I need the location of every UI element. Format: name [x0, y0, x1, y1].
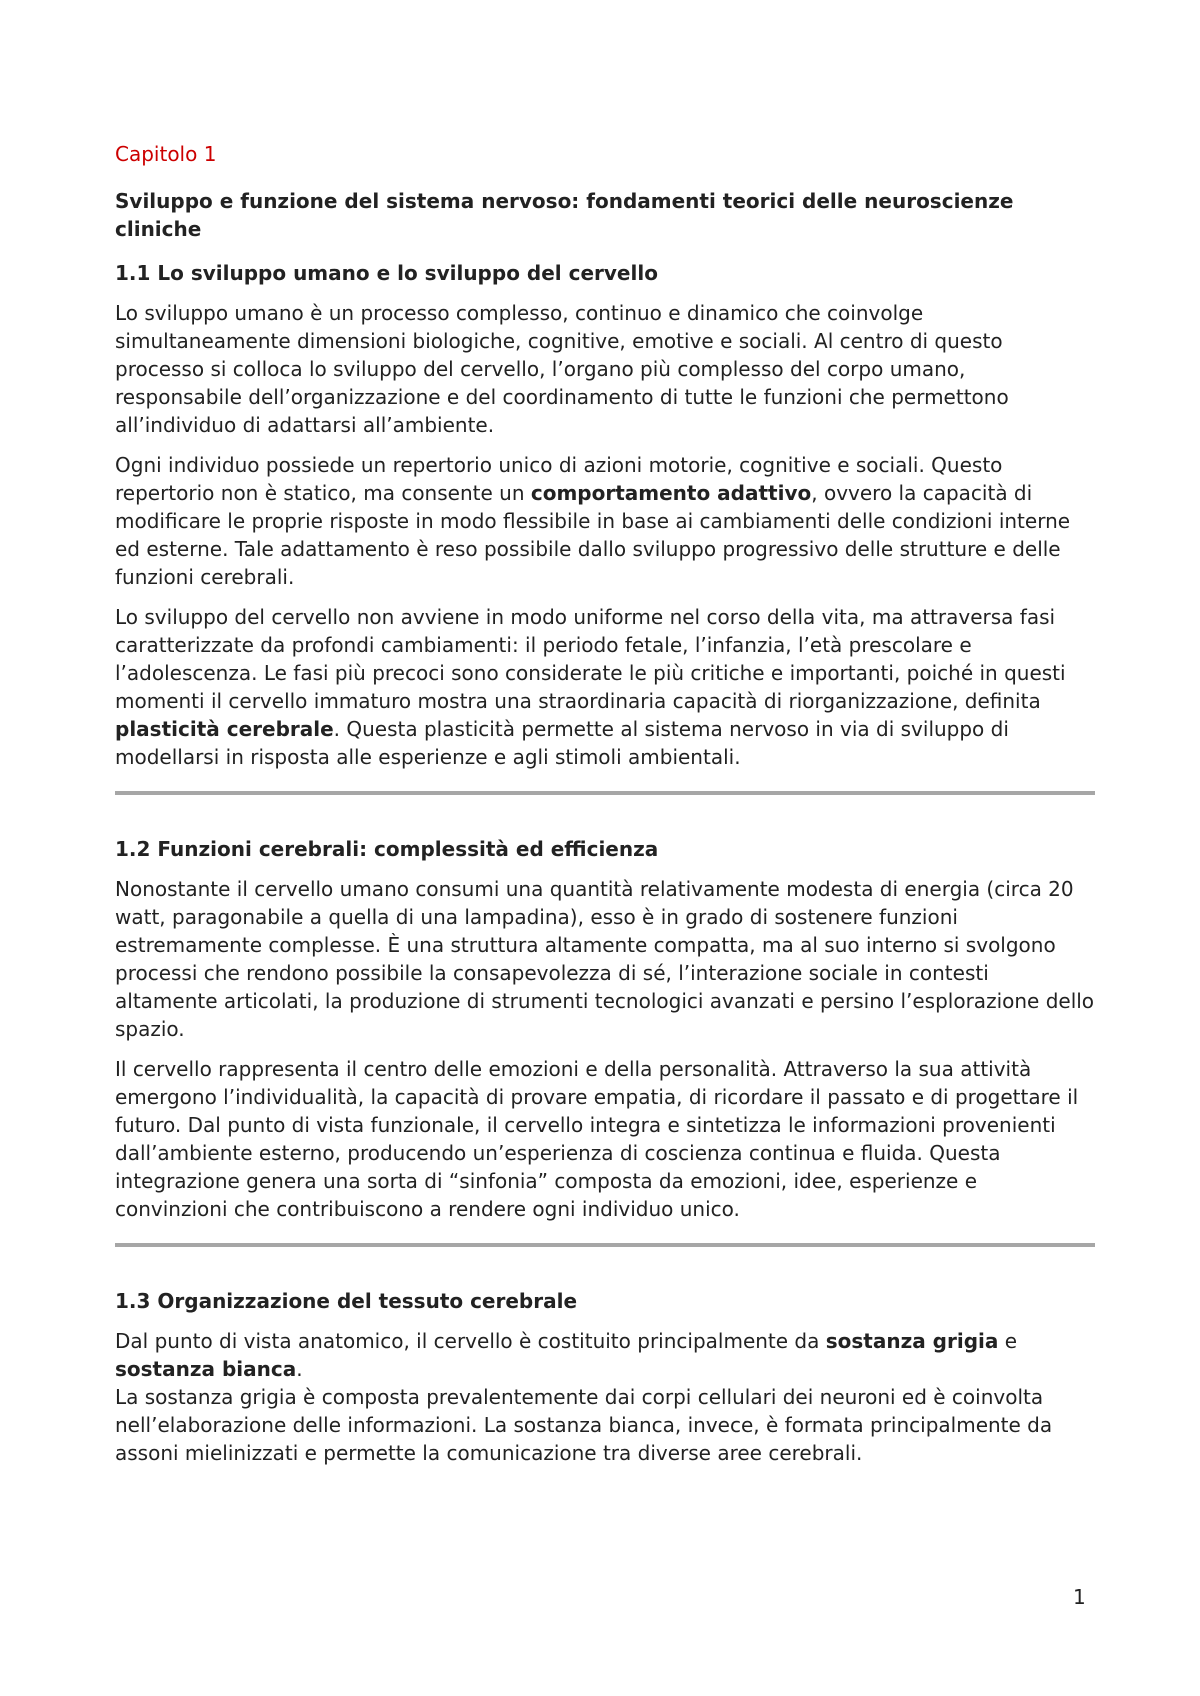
paragraph [115, 451, 1095, 591]
section-heading: 1.3 Organizzazione del tessuto cerebrale [115, 1289, 578, 1313]
paragraph [115, 603, 1095, 771]
section-divider [115, 1243, 1095, 1247]
section-heading: 1.2 Funzioni cerebrali: complessità ed efficienza [115, 837, 659, 861]
bold-term: plasticità cerebrale [115, 717, 334, 741]
text-run: . Questa plasticità permette al sistema nervoso in via di sviluppo di modellarsi in risposta alle esperienze e agli stimoli ambientali. [115, 717, 1009, 769]
section-1-2 [115, 835, 1095, 1223]
paragraph: Il cervello rappresenta il centro delle emozioni e della personalità. Attraverso la sua attività emergono l’individualità, la capacità di provare empatia, di ricordare il passato e di progettare il futuro. Dal punto di vista funzionale, il cervello integra e sintetizza le informazioni provenienti dall’ambiente esterno, producendo un’esperienza di coscienza continua e fluida. Questa integrazione genera una sorta di “sinfonia” composta da emozioni, idee, esperienze e convinzioni che contribuiscono a rendere ogni individuo unico. [115, 1057, 1079, 1221]
text-run: La sostanza grigia è composta prevalentemente dai corpi cellulari dei neuroni ed è coinvolta nell’elaborazione delle informazioni. La sostanza bianca, invece, è formata principalmente da assoni mielinizzati e permette la comunicazione tra diverse aree cerebrali. [115, 1385, 1053, 1465]
section-1-3 [115, 1287, 1095, 1467]
section-1-1 [115, 259, 1095, 771]
section-divider [115, 791, 1095, 795]
text-run: Lo sviluppo del cervello non avviene in modo uniforme nel corso della vita, ma attraversa fasi caratterizzate da profondi cambiamenti: il periodo fetale, l’infanzia, l’età prescolare e l’adolescenza. Le fasi più precoci sono considerate le più critiche e importanti, poiché in questi momenti il cervello immaturo mostra una straordinaria capacità di riorganizzazione, definita [115, 605, 1066, 713]
paragraph [115, 1327, 1095, 1467]
page-number: 1 [1073, 1585, 1086, 1609]
text-run: e [998, 1329, 1018, 1353]
chapter-label: Capitolo 1 [115, 142, 217, 166]
bold-term: sostanza grigia [825, 1329, 999, 1353]
text-run: , ovvero la capacità di modificare le proprie risposte in modo flessibile in base ai cambiamenti delle condizioni interne ed esterne. Tale adattamento è reso possibile dallo sviluppo progressivo delle strutture e delle funzioni cerebrali. [115, 481, 1071, 589]
paragraph: Lo sviluppo umano è un processo complesso, continuo e dinamico che coinvolge simultaneamente dimensioni biologiche, cognitive, emotive e sociali. Al centro di questo processo si colloca lo sviluppo del cervello, l’organo più complesso del corpo umano, responsabile dell’organizzazione e del coordinamento di tutte le funzioni che permettono all’individuo di adattarsi all’ambiente. [115, 301, 1009, 437]
text-run: Ogni individuo possiede un repertorio unico di azioni motorie, cognitive e sociali. Questo repertorio non è statico, ma consente un [115, 453, 1003, 505]
bold-term: sostanza bianca [115, 1357, 297, 1381]
paragraph: Nonostante il cervello umano consumi una quantità relativamente modesta di energia (circa 20 watt, paragonabile a quella di una lampadina), esso è in grado di sostenere funzioni estremamente complesse. È una struttura altamente compatta, ma al suo interno si svolgono processi che rendono possibile la consapevolezza di sé, l’interazione sociale in contesti altamente articolati, la produzione di strumenti tecnologici avanzati e persino l’esplorazione dello spazio. [115, 877, 1095, 1041]
document-page [115, 140, 1095, 1479]
text-run: . [296, 1357, 303, 1381]
text-run: Dal punto di vista anatomico, il cervello è costituito principalmente da [115, 1329, 826, 1353]
bold-term: comportamento adattivo [530, 481, 812, 505]
section-heading: 1.1 Lo sviluppo umano e lo sviluppo del cervello [115, 261, 658, 285]
chapter-title: Sviluppo e funzione del sistema nervoso: fondamenti teorici delle neuroscienze cliniche [115, 189, 1014, 241]
